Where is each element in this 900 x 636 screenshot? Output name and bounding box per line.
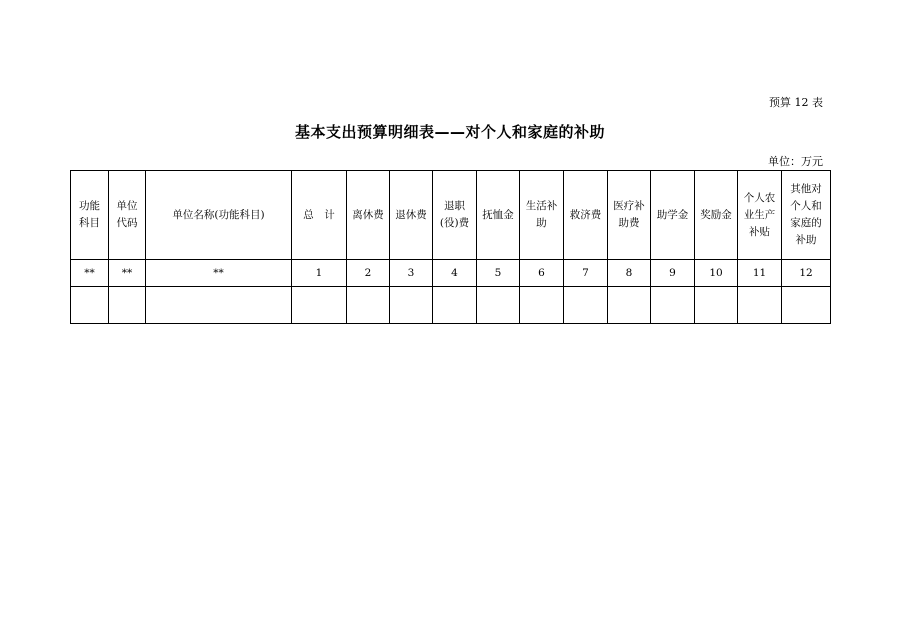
data-cell <box>738 287 782 324</box>
page-title: 基本支出预算明细表——对个人和家庭的补助 <box>294 123 605 141</box>
data-cell <box>71 287 109 324</box>
code-cell: 11 <box>738 260 782 287</box>
data-cell <box>146 287 292 324</box>
data-cell <box>390 287 433 324</box>
header-cell: 单位名称(功能科目) <box>146 171 292 260</box>
code-cell: 6 <box>520 260 564 287</box>
data-cell <box>608 287 651 324</box>
header-cell: 其他对 个人和 家庭的 补助 <box>782 171 831 260</box>
code-cell: 9 <box>651 260 695 287</box>
code-cell: 8 <box>608 260 651 287</box>
data-cell <box>564 287 608 324</box>
header-cell: 总 计 <box>292 171 347 260</box>
header-cell: 功能 科目 <box>71 171 109 260</box>
budget-table <box>70 170 831 324</box>
code-cell: 3 <box>390 260 433 287</box>
code-row <box>71 260 831 287</box>
header-cell: 生活补 助 <box>520 171 564 260</box>
header-row <box>71 171 831 260</box>
header-cell: 个人农 业生产 补贴 <box>738 171 782 260</box>
code-cell: ** <box>71 260 109 287</box>
header-cell: 退休费 <box>390 171 433 260</box>
code-cell: ** <box>109 260 146 287</box>
data-cell <box>782 287 831 324</box>
header-cell: 救济费 <box>564 171 608 260</box>
code-cell: 7 <box>564 260 608 287</box>
header-cell: 离休费 <box>347 171 390 260</box>
code-cell: 2 <box>347 260 390 287</box>
form-number: 预算 12 表 <box>769 96 823 109</box>
unit-label: 单位：万元 <box>768 155 823 168</box>
header-cell: 奖励金 <box>695 171 738 260</box>
header-cell: 单位 代码 <box>109 171 146 260</box>
header-cell: 退职 (役)费 <box>433 171 477 260</box>
code-cell: 5 <box>477 260 520 287</box>
data-cell <box>347 287 390 324</box>
code-cell: 1 <box>292 260 347 287</box>
code-cell: 10 <box>695 260 738 287</box>
data-cell <box>433 287 477 324</box>
code-cell: ** <box>146 260 292 287</box>
code-cell: 12 <box>782 260 831 287</box>
header-cell: 医疗补 助费 <box>608 171 651 260</box>
data-cell <box>520 287 564 324</box>
code-cell: 4 <box>433 260 477 287</box>
data-cell <box>292 287 347 324</box>
data-cell <box>651 287 695 324</box>
header-cell: 抚恤金 <box>477 171 520 260</box>
data-cell <box>109 287 146 324</box>
data-row <box>71 287 831 324</box>
data-cell <box>695 287 738 324</box>
header-cell: 助学金 <box>651 171 695 260</box>
data-cell <box>477 287 520 324</box>
